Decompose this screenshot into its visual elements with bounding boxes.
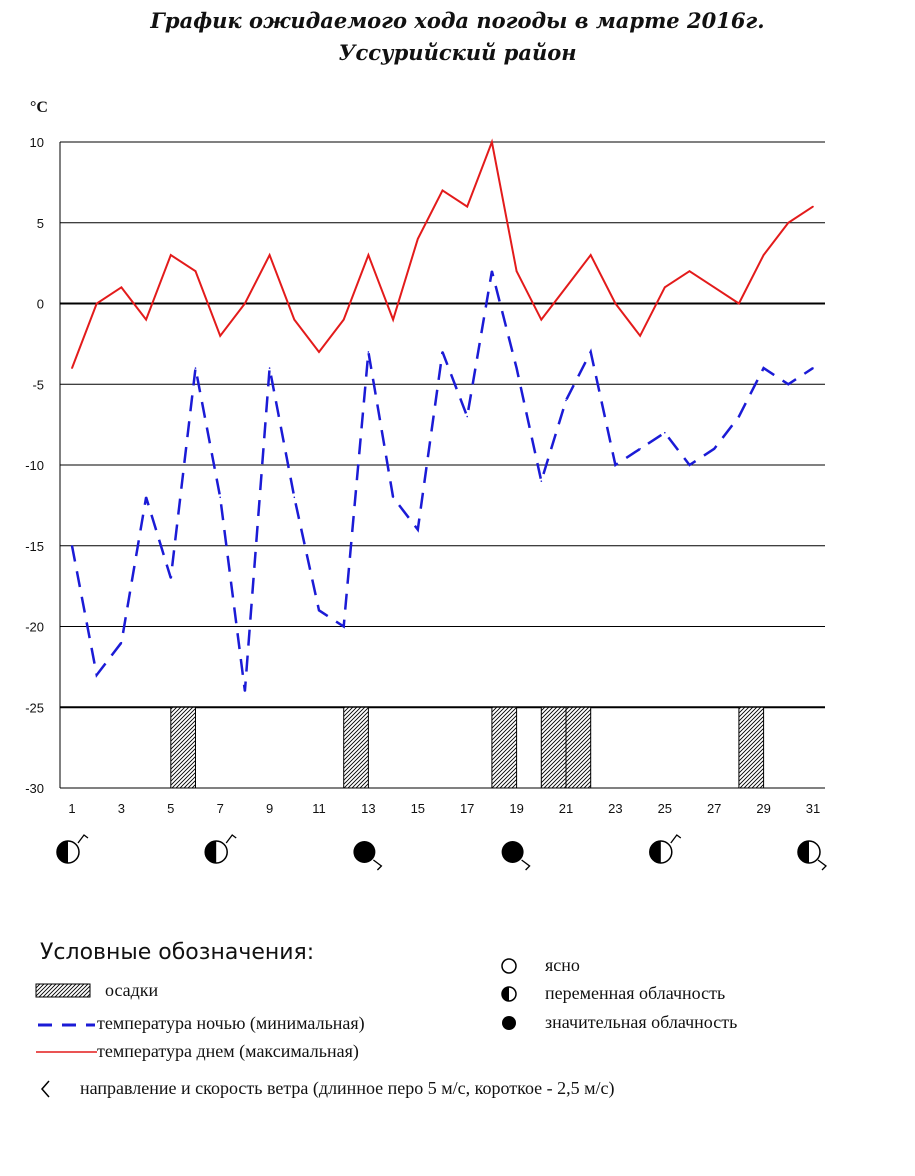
- wind-arrow-icon: [522, 860, 530, 870]
- significant-cloud-icon: [502, 841, 524, 863]
- x-tick-label: 29: [756, 801, 771, 816]
- day-temp-point: [466, 206, 468, 208]
- night-temp-point: [269, 367, 271, 369]
- night-temp-line: [72, 271, 813, 691]
- night-temp-point: [121, 642, 123, 644]
- day-temp-point: [639, 335, 641, 337]
- chart-title: График ожидаемого хода погоды в марте 2016г.: [150, 8, 765, 33]
- partial-cloud-icon: [205, 841, 227, 863]
- precip-bar: [492, 707, 517, 788]
- wind-arrow-icon: [671, 835, 681, 843]
- night-temp-point: [590, 351, 592, 353]
- wind-arrow-icon: [226, 835, 236, 843]
- night-temp-point: [442, 351, 444, 353]
- day-temp-point: [516, 270, 518, 272]
- gridlines: [60, 142, 825, 788]
- night-temp-point: [195, 367, 197, 369]
- x-tick-label: 31: [805, 801, 821, 816]
- legend-day-label: температура днем (максимальная): [97, 1041, 359, 1061]
- night-temp-point: [244, 690, 246, 692]
- day-temp-point: [343, 319, 345, 321]
- series-lines: [71, 141, 814, 692]
- x-tick-label: 11: [312, 801, 326, 816]
- night-temp-point: [565, 400, 567, 402]
- day-temp-point: [812, 206, 814, 208]
- day-temp-point: [442, 190, 444, 192]
- day-temp-point: [590, 254, 592, 256]
- day-temp-point: [689, 270, 691, 272]
- y-tick-label: 0: [36, 296, 44, 312]
- clear-sky-icon: [502, 959, 516, 973]
- x-tick-label: 5: [167, 801, 175, 816]
- partial-cloud-half: [798, 841, 809, 863]
- wind-arrow-icon: [42, 1081, 49, 1097]
- partial-cloud-half: [57, 841, 68, 863]
- night-temp-point: [294, 497, 296, 499]
- night-temp-point: [812, 367, 814, 369]
- day-temp-point: [71, 367, 73, 369]
- night-temp-point: [466, 416, 468, 418]
- x-tick-label: 13: [361, 801, 376, 816]
- x-tick-label: 21: [558, 801, 574, 816]
- day-temp-point: [738, 303, 740, 305]
- y-tick-label: 5: [36, 215, 44, 231]
- night-temp-point: [615, 464, 617, 466]
- day-temp-point: [170, 254, 172, 256]
- legend-precip-label: осадки: [105, 980, 159, 1000]
- y-tick-label: -5: [32, 377, 44, 393]
- precip-bar: [541, 707, 566, 788]
- night-temp-point: [219, 497, 221, 499]
- y-tick-label: -25: [25, 700, 44, 716]
- y-tick-label: -30: [25, 781, 44, 796]
- day-temp-point: [491, 141, 493, 143]
- day-temp-point: [664, 287, 666, 289]
- night-temp-point: [145, 497, 147, 499]
- day-temp-point: [195, 270, 197, 272]
- legend-partial-label: переменная облачность: [545, 983, 726, 1003]
- significant-cloud-icon: [353, 841, 375, 863]
- night-temp-point: [516, 367, 518, 369]
- y-tick-label: -15: [25, 538, 44, 554]
- day-temp-point: [96, 303, 98, 305]
- wind-arrow-icon: [78, 835, 88, 843]
- night-temp-point: [368, 351, 370, 353]
- legend-significant-label: значительная облачность: [545, 1012, 738, 1032]
- x-tick-labels: [68, 801, 820, 816]
- night-temp-point: [392, 497, 394, 499]
- precip-bar: [739, 707, 764, 788]
- cloud-markers: [57, 835, 826, 870]
- x-tick-label: 23: [608, 801, 623, 816]
- day-temp-point: [318, 351, 320, 353]
- night-temp-point: [491, 270, 493, 272]
- night-temp-point: [763, 367, 765, 369]
- significant-cloud-icon: [502, 1016, 516, 1030]
- day-temp-point: [392, 319, 394, 321]
- night-temp-point: [71, 545, 73, 547]
- day-temp-point: [219, 335, 221, 337]
- day-temp-line: [72, 142, 813, 368]
- night-temp-point: [170, 577, 172, 579]
- x-tick-label: 15: [410, 801, 426, 816]
- x-tick-label: 19: [509, 801, 524, 816]
- chart-subtitle: Уссурийский район: [338, 40, 577, 65]
- partial-cloud-icon: [798, 841, 820, 863]
- night-temp-point: [664, 432, 666, 434]
- legend-night-label: температура ночью (минимальная): [97, 1013, 365, 1033]
- night-temp-point: [318, 610, 320, 612]
- day-temp-point: [788, 222, 790, 224]
- day-temp-point: [121, 287, 123, 289]
- day-temp-point: [145, 319, 147, 321]
- night-temp-point: [713, 448, 715, 450]
- wind-arrow-icon: [818, 860, 826, 870]
- precip-bar: [171, 707, 196, 788]
- day-temp-point: [541, 319, 543, 321]
- precip-bar: [344, 707, 369, 788]
- x-tick-label: 27: [706, 801, 722, 816]
- day-temp-point: [269, 254, 271, 256]
- y-tick-label: -20: [25, 619, 44, 635]
- x-tick-label: 25: [657, 801, 673, 816]
- day-temp-point: [294, 319, 296, 321]
- night-temp-point: [788, 383, 790, 385]
- wind-arrow-icon: [373, 860, 381, 870]
- night-temp-point: [343, 626, 345, 628]
- day-temp-point: [368, 254, 370, 256]
- day-temp-point: [244, 303, 246, 305]
- y-tick-label: 10: [29, 135, 44, 150]
- partial-cloud-half: [650, 841, 661, 863]
- x-tick-label: 1: [68, 801, 76, 816]
- partial-cloud-half: [205, 841, 216, 863]
- precip-bar: [566, 707, 591, 788]
- partial-cloud-icon: [57, 841, 79, 863]
- night-temp-point: [738, 416, 740, 418]
- legend-precip-swatch: [36, 984, 90, 997]
- day-temp-point: [417, 238, 419, 240]
- day-temp-point: [763, 254, 765, 256]
- y-tick-label: -10: [25, 458, 44, 473]
- night-temp-point: [541, 480, 543, 482]
- night-temp-point: [689, 464, 691, 466]
- x-tick-label: 17: [459, 801, 475, 816]
- partial-cloud-icon: [650, 841, 672, 863]
- y-axis-label: °C: [30, 99, 48, 116]
- night-temp-point: [417, 529, 419, 531]
- precipitation-bars: [171, 707, 764, 788]
- day-temp-point: [615, 303, 617, 305]
- x-tick-label: 3: [117, 801, 126, 816]
- x-tick-label: 7: [216, 801, 224, 816]
- partial-cloud-icon: [502, 987, 516, 1001]
- legend-title: Условные обозначения:: [40, 940, 315, 965]
- legend-clear-label: ясно: [545, 955, 580, 975]
- x-tick-label: 9: [265, 801, 274, 816]
- day-temp-point: [565, 287, 567, 289]
- day-temp-point: [713, 287, 715, 289]
- night-temp-point: [96, 674, 98, 676]
- legend-wind-label: направление и скорость ветра (длинное перо 5 м/с, короткое - 2,5 м/с): [80, 1078, 615, 1098]
- night-temp-point: [639, 448, 641, 450]
- y-tick-labels: [25, 135, 44, 796]
